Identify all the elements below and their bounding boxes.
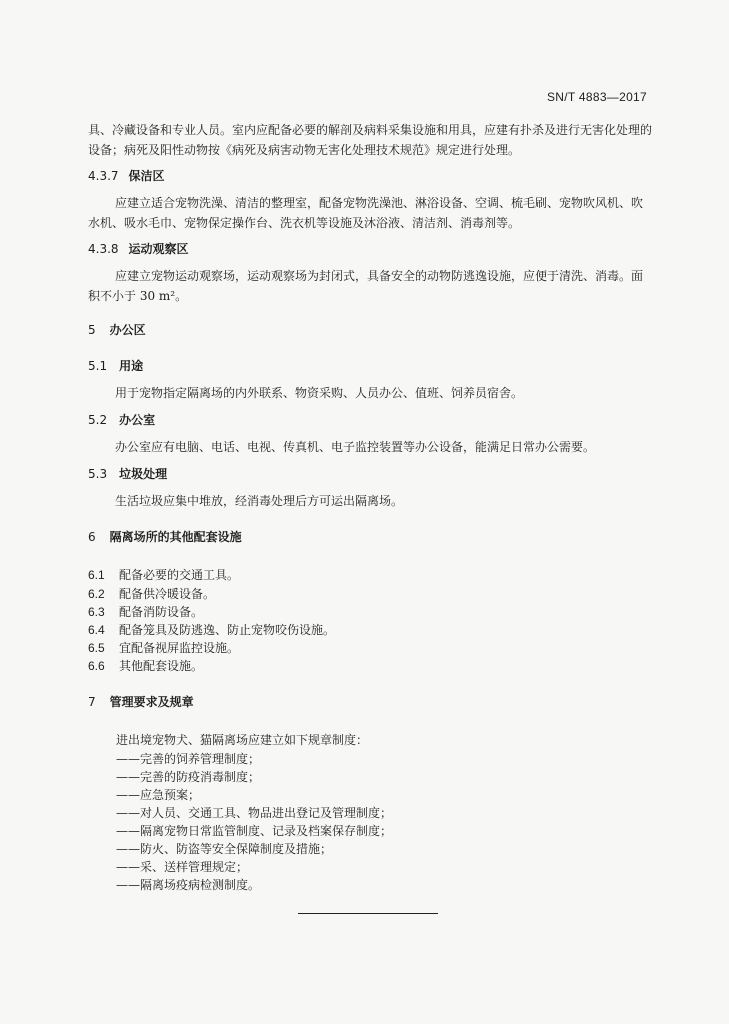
section-6-heading — [88, 528, 242, 545]
list-item — [88, 657, 203, 674]
item-text: 宜配备视屏监控设施。 — [119, 641, 240, 655]
list-item — [88, 621, 335, 638]
item-number: 6.3 — [88, 605, 105, 619]
rule-item: ——应急预案； — [116, 788, 201, 802]
section-number: 5.3 — [88, 467, 108, 481]
rule-item: ——隔离宠物日常监管制度、记录及档案保存制度； — [116, 824, 393, 838]
list-item — [88, 566, 239, 583]
item-number: 6.2 — [88, 587, 105, 601]
item-text: 配备必要的交通工具。 — [119, 568, 240, 582]
item-number: 6.4 — [88, 623, 105, 637]
section-number: 5.2 — [88, 413, 108, 427]
section-4-3-7-heading — [88, 167, 165, 184]
section-5-1-text: 用于宠物指定隔离场的内外联系、物资采购、人员办公、值班、饲养员宿舍。 — [115, 386, 524, 400]
section-number: 6 — [88, 530, 96, 544]
section-4-3-8-text: 应建立宠物运动观察场，运动观察场为封闭式，具备安全的动物防逃逸设施，应便于清洗、消毒。面积不小于 30 m²。 — [88, 269, 644, 303]
end-of-document-rule — [298, 913, 438, 914]
section-title: 用途 — [119, 359, 144, 373]
top-paragraph: 具、冷藏设备和专业人员。室内应配备必要的解剖及病料采集设施和用具，应建有扑杀及进行无害化处理的设备；病死及阳性动物按《病死及病害动物无害化处理技术规范》规定进行处理。 — [88, 123, 653, 157]
item-text: 其他配套设施。 — [119, 659, 204, 673]
section-title: 垃圾处理 — [119, 467, 168, 481]
section-5-heading — [88, 321, 146, 338]
rule-item: ——隔离场疫病检测制度。 — [116, 878, 261, 892]
section-title: 运动观察区 — [128, 242, 189, 256]
section-5-3-text: 生活垃圾应集中堆放，经消毒处理后方可运出隔离场。 — [115, 494, 404, 508]
item-number: 6.6 — [88, 659, 105, 673]
rule-item: ——防火、防盗等安全保障制度及措施； — [116, 842, 333, 856]
section-title: 隔离场所的其他配套设施 — [109, 530, 242, 544]
section-title: 保洁区 — [128, 169, 165, 183]
item-text: 配备供冷暖设备。 — [119, 587, 216, 601]
section-number: 5 — [88, 323, 96, 337]
section-title: 管理要求及规章 — [109, 695, 194, 709]
section-title: 办公室 — [119, 413, 156, 427]
section-5-1-heading — [88, 357, 143, 374]
section-5-2-text: 办公室应有电脑、电话、电视、传真机、电子监控装置等办公设备，能满足日常办公需要。 — [115, 440, 596, 454]
section-4-3-8-heading — [88, 240, 189, 257]
section-4-3-7-text: 应建立适合宠物洗澡、清洁的整理室，配备宠物洗澡池、淋浴设备、空调、梳毛刷、宠物吹风机、吹水机、吸水毛巾、宠物保定操作台、洗衣机等设施及沐浴液、清洁剂、消毒剂等。 — [88, 196, 644, 230]
section-5-2-heading — [88, 411, 155, 428]
section-number: 5.1 — [88, 359, 108, 373]
section-7-heading — [88, 693, 194, 710]
item-number: 6.1 — [88, 568, 105, 582]
section-title: 办公区 — [109, 323, 146, 337]
section-number: 7 — [88, 695, 96, 709]
rule-item: ——采、送样管理规定； — [116, 860, 249, 874]
document-id: SN/T 4883—2017 — [546, 90, 647, 104]
section-number: 4.3.7 — [88, 169, 119, 183]
item-text: 配备消防设备。 — [119, 605, 204, 619]
list-item — [88, 603, 203, 620]
section-number: 4.3.8 — [88, 242, 119, 256]
list-item — [88, 639, 239, 656]
rule-item: ——对人员、交通工具、物品进出登记及管理制度； — [116, 806, 393, 820]
rule-item: ——完善的饲养管理制度； — [116, 752, 261, 766]
item-text: 配备笼具及防逃逸、防止宠物咬伤设施。 — [119, 623, 336, 637]
list-item — [88, 585, 215, 602]
item-number: 6.5 — [88, 641, 105, 655]
rule-item: ——完善的防疫消毒制度； — [116, 770, 261, 784]
section-5-3-heading — [88, 465, 167, 482]
rules-intro: 进出境宠物犬、猫隔离场应建立如下规章制度： — [116, 733, 369, 747]
